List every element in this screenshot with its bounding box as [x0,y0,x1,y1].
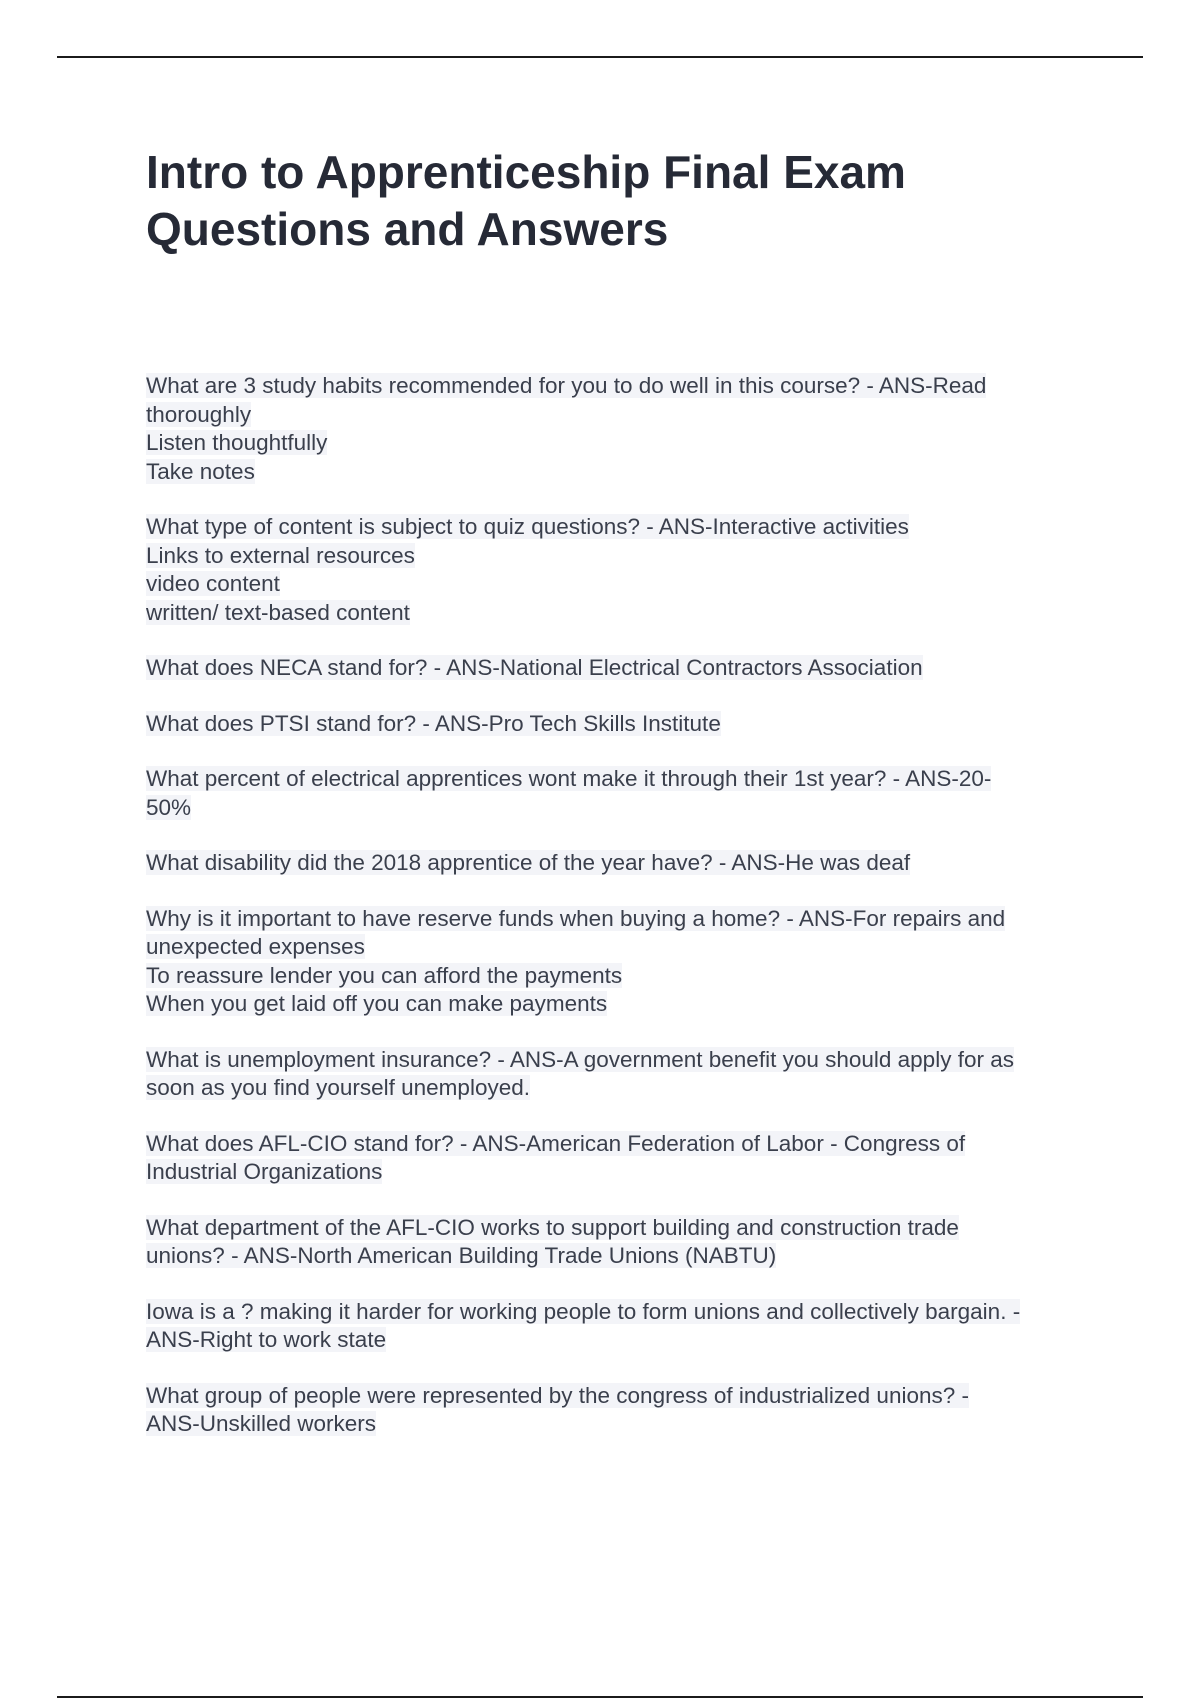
qa-line: 50% [146,794,192,820]
qa-line: thoroughly [146,401,252,427]
qa-item [146,1382,1096,1439]
qa-item [146,905,1096,1019]
qa-line: soon as you find yourself unemployed. [146,1075,530,1100]
qa-line: Listen thoughtfully [146,430,328,455]
qa-line: What does AFL-CIO stand for? - ANS-American Federation of Labor - Congress of [146,1130,966,1156]
bottom-rule [57,1696,1143,1698]
qa-line: What disability did the 2018 apprentice of the year have? - ANS-He was deaf [146,850,911,875]
qa-line: What are 3 study habits recommended for you to do well in this course? - ANS-Read [146,373,987,398]
qa-line: written/ text-based content [146,599,410,625]
qa-line: Iowa is a ? making it harder for working people to form unions and collectively bargain. - [146,1298,1021,1324]
qa-line: When you get laid off you can make payments [146,991,608,1016]
qa-line: Industrial Organizations [146,1159,383,1184]
qa-line: ANS-Unskilled workers [146,1411,377,1436]
qa-item [146,513,1096,627]
qa-line: Why is it important to have reserve funds when buying a home? - ANS-For repairs and [146,905,1006,931]
document-body [146,144,1096,1466]
qa-item [146,1298,1096,1355]
qa-line: video content [146,571,280,596]
qa-line: What does NECA stand for? - ANS-National Electrical Contractors Association [146,655,923,680]
qa-line: What group of people were represented by the congress of industrialized unions? - [146,1382,969,1408]
qa-line: Links to external resources [146,542,415,568]
top-rule [57,56,1143,58]
qa-line: What does PTSI stand for? - ANS-Pro Tech Skills Institute [146,710,721,736]
qa-line: unions? - ANS-North American Building Trade Unions (NABTU) [146,1243,777,1268]
qa-line: Take notes [146,458,255,484]
qa-line: What department of the AFL-CIO works to support building and construction trade [146,1214,959,1240]
qa-list [146,372,1096,1439]
qa-item [146,765,1096,822]
qa-item [146,710,1096,739]
qa-line: What type of content is subject to quiz questions? - ANS-Interactive activities [146,514,909,539]
qa-item [146,1130,1096,1187]
qa-line: To reassure lender you can afford the payments [146,962,623,988]
qa-item [146,849,1096,878]
qa-item [146,372,1096,486]
qa-item [146,654,1096,683]
qa-item [146,1046,1096,1103]
qa-line: What is unemployment insurance? - ANS-A government benefit you should apply for as [146,1046,1014,1072]
page-title: Intro to Apprenticeship Final Exam Questions and Answers [146,146,906,255]
qa-line: unexpected expenses [146,934,365,959]
qa-line: ANS-Right to work state [146,1327,387,1352]
qa-item [146,1214,1096,1271]
qa-line: What percent of electrical apprentices wont make it through their 1st year? - ANS-20- [146,766,992,791]
